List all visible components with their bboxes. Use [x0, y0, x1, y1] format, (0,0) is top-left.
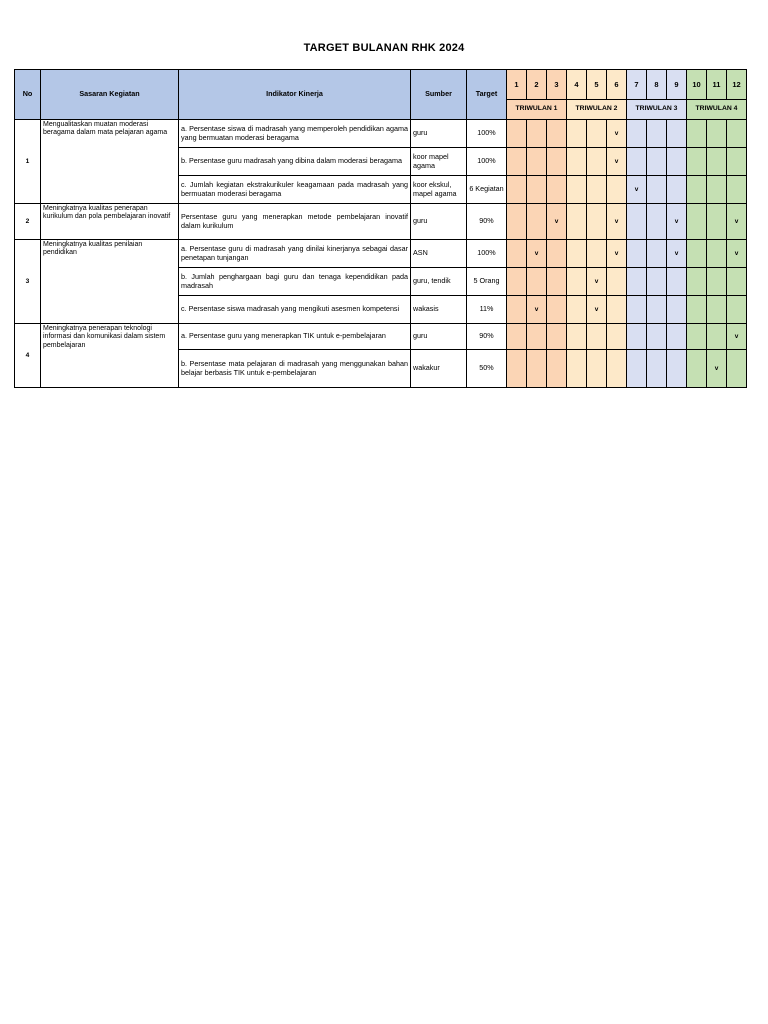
row-number: 1	[15, 120, 41, 204]
header-sasaran: Sasaran Kegiatan	[41, 70, 179, 120]
month-cell-9	[667, 176, 687, 204]
month-cell-3	[547, 204, 567, 240]
month-cell-12	[727, 148, 747, 176]
indikator-kinerja: c. Persentase siswa madrasah yang mengikuti asesmen kompetensi	[179, 296, 411, 324]
month-cell-8	[647, 120, 667, 148]
month-cell-2	[527, 350, 547, 388]
month-cell-7	[627, 268, 647, 296]
header-month: 1	[507, 70, 527, 100]
month-cell-5	[587, 204, 607, 240]
sumber: ASN	[411, 240, 467, 268]
header-quarter: TRIWULAN 3	[627, 100, 687, 120]
month-cell-6	[607, 296, 627, 324]
month-cell-6	[607, 350, 627, 388]
check-mark: v	[674, 249, 679, 257]
month-cell-7	[627, 148, 647, 176]
month-cell-10	[687, 176, 707, 204]
month-cell-1	[507, 176, 527, 204]
month-cell-2	[527, 240, 547, 268]
check-mark: v	[614, 129, 619, 137]
target: 6 Kegiatan	[467, 176, 507, 204]
check-mark: v	[594, 277, 599, 285]
check-mark: v	[634, 185, 639, 193]
month-cell-5	[587, 148, 607, 176]
month-cell-12	[727, 176, 747, 204]
month-cell-8	[647, 296, 667, 324]
month-cell-1	[507, 240, 527, 268]
month-cell-7	[627, 324, 647, 350]
month-cell-10	[687, 204, 707, 240]
month-cell-1	[507, 324, 527, 350]
month-cell-12	[727, 350, 747, 388]
month-cell-4	[567, 324, 587, 350]
month-cell-7	[627, 120, 647, 148]
month-cell-9	[667, 204, 687, 240]
month-cell-5	[587, 120, 607, 148]
month-cell-8	[647, 148, 667, 176]
target: 100%	[467, 120, 507, 148]
target: 90%	[467, 204, 507, 240]
header-month: 11	[707, 70, 727, 100]
month-cell-9	[667, 296, 687, 324]
month-cell-2	[527, 120, 547, 148]
header-month: 6	[607, 70, 627, 100]
indikator-kinerja: Persentase guru yang menerapkan metode pembelajaran inovatif dalam kurikulum	[179, 204, 411, 240]
month-cell-6	[607, 324, 627, 350]
month-cell-5	[587, 324, 607, 350]
month-cell-9	[667, 324, 687, 350]
month-cell-10	[687, 268, 707, 296]
month-cell-3	[547, 120, 567, 148]
header-quarter: TRIWULAN 1	[507, 100, 567, 120]
month-cell-9	[667, 350, 687, 388]
row-number: 4	[15, 324, 41, 388]
month-cell-9	[667, 148, 687, 176]
target: 90%	[467, 324, 507, 350]
row-number: 3	[15, 240, 41, 324]
month-cell-8	[647, 350, 667, 388]
target: 100%	[467, 148, 507, 176]
month-cell-3	[547, 324, 567, 350]
check-mark: v	[714, 364, 719, 372]
indikator-kinerja: b. Persentase mata pelajaran di madrasah yang menggunakan bahan belajar berbasis TIK untuk e-pembelajaran	[179, 350, 411, 388]
month-cell-7	[627, 176, 647, 204]
month-cell-4	[567, 268, 587, 296]
check-mark: v	[734, 332, 739, 340]
month-cell-8	[647, 204, 667, 240]
month-cell-5	[587, 296, 607, 324]
month-cell-6	[607, 120, 627, 148]
target: 50%	[467, 350, 507, 388]
month-cell-11	[707, 350, 727, 388]
month-cell-10	[687, 324, 707, 350]
page-title: TARGET BULANAN RHK 2024	[303, 42, 465, 54]
sumber: wakasis	[411, 296, 467, 324]
header-target: Target	[467, 70, 507, 120]
header-indikator: Indikator Kinerja	[179, 70, 411, 120]
check-mark: v	[614, 217, 619, 225]
month-cell-3	[547, 296, 567, 324]
target: 5 Orang	[467, 268, 507, 296]
month-cell-11	[707, 204, 727, 240]
month-cell-5	[587, 268, 607, 296]
header-month: 9	[667, 70, 687, 100]
month-cell-2	[527, 324, 547, 350]
month-cell-4	[567, 204, 587, 240]
month-cell-3	[547, 268, 567, 296]
month-cell-12	[727, 324, 747, 350]
month-cell-10	[687, 120, 707, 148]
indikator-kinerja: a. Persentase guru di madrasah yang dinilai kinerjanya sebagai dasar penetapan tunjangan	[179, 240, 411, 268]
header-month: 12	[727, 70, 747, 100]
table-row	[15, 120, 747, 148]
month-cell-10	[687, 240, 707, 268]
header-quarter: TRIWULAN 2	[567, 100, 627, 120]
month-cell-1	[507, 268, 527, 296]
month-cell-8	[647, 240, 667, 268]
month-cell-12	[727, 296, 747, 324]
header-no: No	[15, 70, 41, 120]
sasaran-kegiatan: Meningkatnya penerapan teknologi informasi dan komunikasi dalam sistem pembelajaran	[41, 324, 179, 388]
sumber: koor ekskul, mapel agama	[411, 176, 467, 204]
indikator-kinerja: c. Jumlah kegiatan ekstrakurikuler keagamaan pada madrasah yang bermuatan moderasi beragama	[179, 176, 411, 204]
month-cell-9	[667, 268, 687, 296]
table-row	[15, 324, 747, 350]
month-cell-2	[527, 296, 547, 324]
indikator-kinerja: a. Persentase siswa di madrasah yang memperoleh pendidikan agama yang bermuatan moderasi beragama	[179, 120, 411, 148]
month-cell-3	[547, 240, 567, 268]
sasaran-kegiatan: Meningkatnya kualitas penerapan kurikulum dan pola pembelajaran inovatif	[41, 204, 179, 240]
month-cell-6	[607, 240, 627, 268]
check-mark: v	[614, 157, 619, 165]
month-cell-12	[727, 240, 747, 268]
header-month: 4	[567, 70, 587, 100]
month-cell-6	[607, 204, 627, 240]
indikator-kinerja: b. Persentase guru madrasah yang dibina dalam moderasi beragama	[179, 148, 411, 176]
header-month: 5	[587, 70, 607, 100]
month-cell-11	[707, 148, 727, 176]
month-cell-9	[667, 240, 687, 268]
sasaran-kegiatan: Meningkatnya kualitas penilaian pendidikan	[41, 240, 179, 324]
indikator-kinerja: a. Persentase guru yang menerapkan TIK untuk e-pembelajaran	[179, 324, 411, 350]
month-cell-12	[727, 204, 747, 240]
month-cell-1	[507, 148, 527, 176]
target: 100%	[467, 240, 507, 268]
month-cell-5	[587, 176, 607, 204]
month-cell-8	[647, 324, 667, 350]
month-cell-11	[707, 268, 727, 296]
row-number: 2	[15, 204, 41, 240]
month-cell-10	[687, 148, 707, 176]
table-row	[15, 204, 747, 240]
month-cell-12	[727, 120, 747, 148]
month-cell-4	[567, 350, 587, 388]
month-cell-11	[707, 240, 727, 268]
check-mark: v	[734, 217, 739, 225]
sumber: guru	[411, 204, 467, 240]
month-cell-6	[607, 268, 627, 296]
month-cell-11	[707, 176, 727, 204]
target: 11%	[467, 296, 507, 324]
sumber: wakakur	[411, 350, 467, 388]
month-cell-11	[707, 324, 727, 350]
month-cell-1	[507, 350, 527, 388]
month-cell-2	[527, 148, 547, 176]
month-cell-12	[727, 268, 747, 296]
month-cell-4	[567, 240, 587, 268]
month-cell-1	[507, 204, 527, 240]
month-cell-3	[547, 148, 567, 176]
month-cell-2	[527, 204, 547, 240]
month-cell-8	[647, 176, 667, 204]
check-mark: v	[594, 305, 599, 313]
month-cell-1	[507, 120, 527, 148]
month-cell-1	[507, 296, 527, 324]
header-month: 8	[647, 70, 667, 100]
month-cell-2	[527, 176, 547, 204]
rhk-table-section-1	[14, 69, 747, 388]
indikator-kinerja: b. Jumlah penghargaan bagi guru dan tenaga kependidikan pada madrasah	[179, 268, 411, 296]
table-row	[15, 240, 747, 268]
header-month: 7	[627, 70, 647, 100]
sumber: koor mapel agama	[411, 148, 467, 176]
sumber: guru	[411, 120, 467, 148]
header-month: 10	[687, 70, 707, 100]
check-mark: v	[534, 305, 539, 313]
month-cell-7	[627, 240, 647, 268]
month-cell-3	[547, 350, 567, 388]
month-cell-7	[627, 350, 647, 388]
month-cell-4	[567, 120, 587, 148]
sasaran-kegiatan: Mengualitaskan muatan moderasi beragama dalam mata pelajaran agama	[41, 120, 179, 204]
check-mark: v	[614, 249, 619, 257]
header-month: 2	[527, 70, 547, 100]
month-cell-4	[567, 296, 587, 324]
month-cell-9	[667, 120, 687, 148]
month-cell-8	[647, 268, 667, 296]
check-mark: v	[734, 249, 739, 257]
month-cell-11	[707, 120, 727, 148]
month-cell-3	[547, 176, 567, 204]
header-month: 3	[547, 70, 567, 100]
month-cell-10	[687, 296, 707, 324]
month-cell-10	[687, 350, 707, 388]
check-mark: v	[674, 217, 679, 225]
month-cell-5	[587, 350, 607, 388]
month-cell-4	[567, 148, 587, 176]
month-cell-2	[527, 268, 547, 296]
month-cell-6	[607, 148, 627, 176]
header-quarter: TRIWULAN 4	[687, 100, 747, 120]
month-cell-11	[707, 296, 727, 324]
check-mark: v	[534, 249, 539, 257]
sumber: guru, tendik	[411, 268, 467, 296]
check-mark: v	[554, 217, 559, 225]
header-sumber: Sumber	[411, 70, 467, 120]
month-cell-7	[627, 204, 647, 240]
month-cell-6	[607, 176, 627, 204]
month-cell-4	[567, 176, 587, 204]
sumber: guru	[411, 324, 467, 350]
month-cell-7	[627, 296, 647, 324]
month-cell-5	[587, 240, 607, 268]
